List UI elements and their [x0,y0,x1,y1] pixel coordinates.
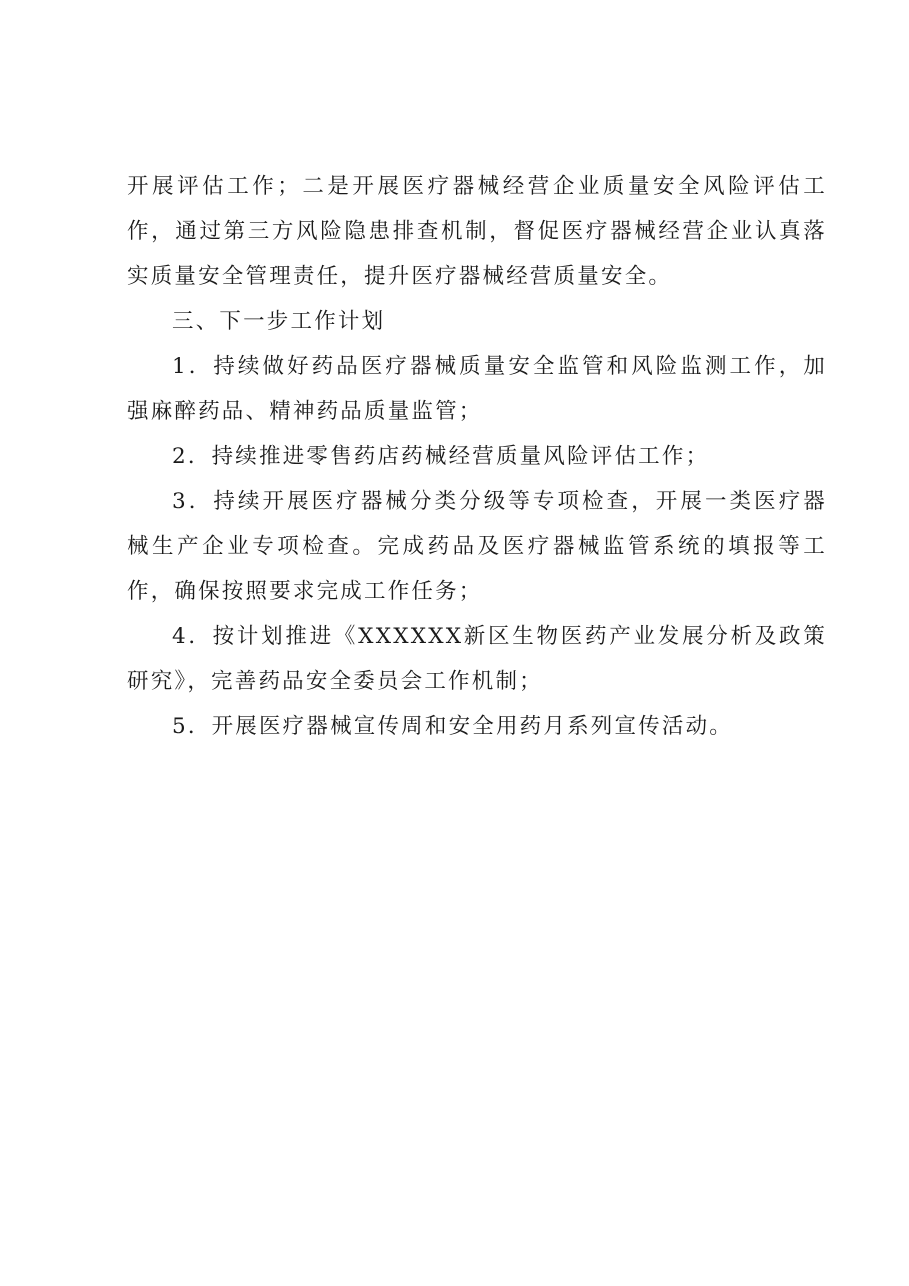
document-body [127,164,827,749]
plan-item-3: 3．持续开展医疗器械分类分级等专项检查，开展一类医疗器械生产企业专项检查。完成药品及医疗器械监管系统的填报等工作，确保按照要求完成工作任务； [127,489,827,604]
plan-item-1: 1．持续做好药品医疗器械质量安全监管和风险监测工作，加强麻醉药品、精神药品质量监管； [127,354,827,424]
paragraph-continuation: 开展评估工作；二是开展医疗器械经营企业质量安全风险评估工作，通过第三方风险隐患排查机制，督促医疗器械经营企业认真落实质量安全管理责任，提升医疗器械经营质量安全。 [127,174,827,289]
plan-item-4: 4．按计划推进《XXXXXX新区生物医药产业发展分析及政策研究》，完善药品安全委员会工作机制； [127,624,827,694]
plan-item-5: 5．开展医疗器械宣传周和安全用药月系列宣传活动。 [172,714,733,739]
section-heading-next-steps: 三、下一步工作计划 [172,309,386,334]
plan-item-2: 2．持续推进零售药店药械经营质量风险评估工作； [172,444,710,469]
